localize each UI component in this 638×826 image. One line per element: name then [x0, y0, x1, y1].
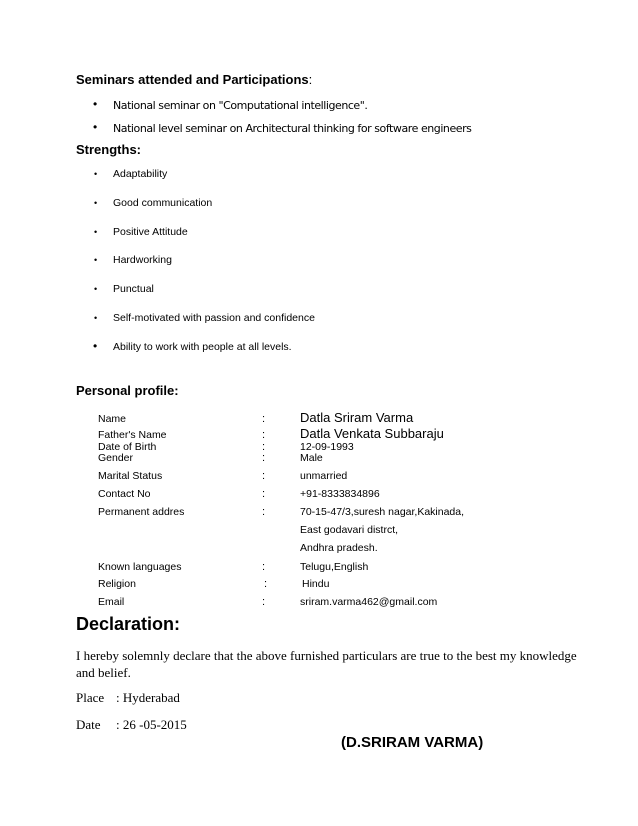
date-label: Date	[76, 717, 101, 732]
profile-value: 70-15-47/3,suresh nagar,Kakinada,	[300, 506, 465, 518]
seminar-item: National seminar on "Computational intelligence".	[113, 99, 368, 112]
signature: (D.SRIRAM VARMA)	[341, 734, 484, 751]
declaration-text: I hereby solemnly declare that the above furnished particulars are true to the best my knowledge	[76, 648, 577, 663]
profile-colon: :	[262, 506, 266, 518]
declaration-text-continued: and belief.	[76, 665, 131, 680]
strength-item: Punctual	[113, 283, 154, 295]
profile-value-continued: East godavari distrct,	[300, 524, 399, 536]
bullet-dot: •	[93, 120, 98, 134]
profile-colon: :	[262, 429, 266, 441]
profile-value: sriram.varma462@gmail.com	[300, 596, 438, 608]
profile-value-continued: Andhra pradesh.	[300, 542, 378, 554]
profile-value: Telugu,English	[300, 561, 369, 573]
place-label: Place	[76, 690, 105, 705]
profile-value: 12-09-1993	[300, 441, 354, 453]
declaration-heading: Declaration:	[76, 614, 181, 634]
profile-value: +91-8333834896	[300, 488, 380, 500]
profile-colon: :	[262, 452, 266, 464]
bullet-dot: •	[93, 97, 98, 111]
bullet-dot: •	[94, 284, 98, 294]
profile-value: Datla Sriram Varma	[300, 410, 414, 425]
profile-label: Father's Name	[98, 429, 167, 441]
strengths-heading: Strengths:	[76, 142, 141, 157]
strength-item: Self-motivated with passion and confidence	[113, 312, 315, 324]
profile-colon: :	[262, 488, 266, 500]
profile-label: Email	[98, 596, 125, 608]
profile-value: Male	[300, 452, 323, 464]
profile-value: Datla Venkata Subbaraju	[300, 426, 444, 441]
bullet-dot: •	[94, 227, 98, 237]
bullet-dot: •	[93, 339, 98, 353]
strength-item: Hardworking	[113, 254, 172, 266]
profile-colon: :	[262, 441, 266, 453]
bullet-dot: •	[94, 198, 98, 208]
profile-label: Date of Birth	[98, 441, 157, 453]
profile-colon: :	[262, 596, 266, 608]
date-value: : 26 -05-2015	[116, 717, 187, 732]
profile-label: Contact No	[98, 488, 151, 500]
profile-heading: Personal profile:	[76, 383, 179, 398]
strength-item: Ability to work with people at all levels.	[113, 341, 292, 353]
profile-label: Religion	[98, 578, 136, 590]
strength-item: Good communication	[113, 197, 213, 209]
seminars-heading: Seminars attended and Participations:	[76, 72, 313, 87]
profile-label: Marital Status	[98, 470, 163, 482]
profile-colon: :	[264, 578, 268, 590]
strength-item: Positive Attitude	[113, 226, 188, 238]
place-value: : Hyderabad	[116, 690, 180, 705]
seminar-item: National level seminar on Architectural thinking for software engineers	[113, 122, 472, 135]
bullet-dot: •	[94, 169, 98, 179]
profile-colon: :	[262, 413, 266, 425]
profile-label: Known languages	[98, 561, 182, 573]
profile-colon: :	[262, 470, 266, 482]
profile-colon: :	[262, 561, 266, 573]
profile-label: Name	[98, 413, 127, 425]
strength-item: Adaptability	[113, 168, 168, 180]
profile-label: Permanent addres	[98, 506, 185, 518]
profile-value: Hindu	[302, 578, 330, 590]
bullet-dot: •	[94, 313, 98, 323]
bullet-dot: •	[94, 255, 98, 265]
profile-label: Gender	[98, 452, 134, 464]
profile-value: unmarried	[300, 470, 348, 482]
